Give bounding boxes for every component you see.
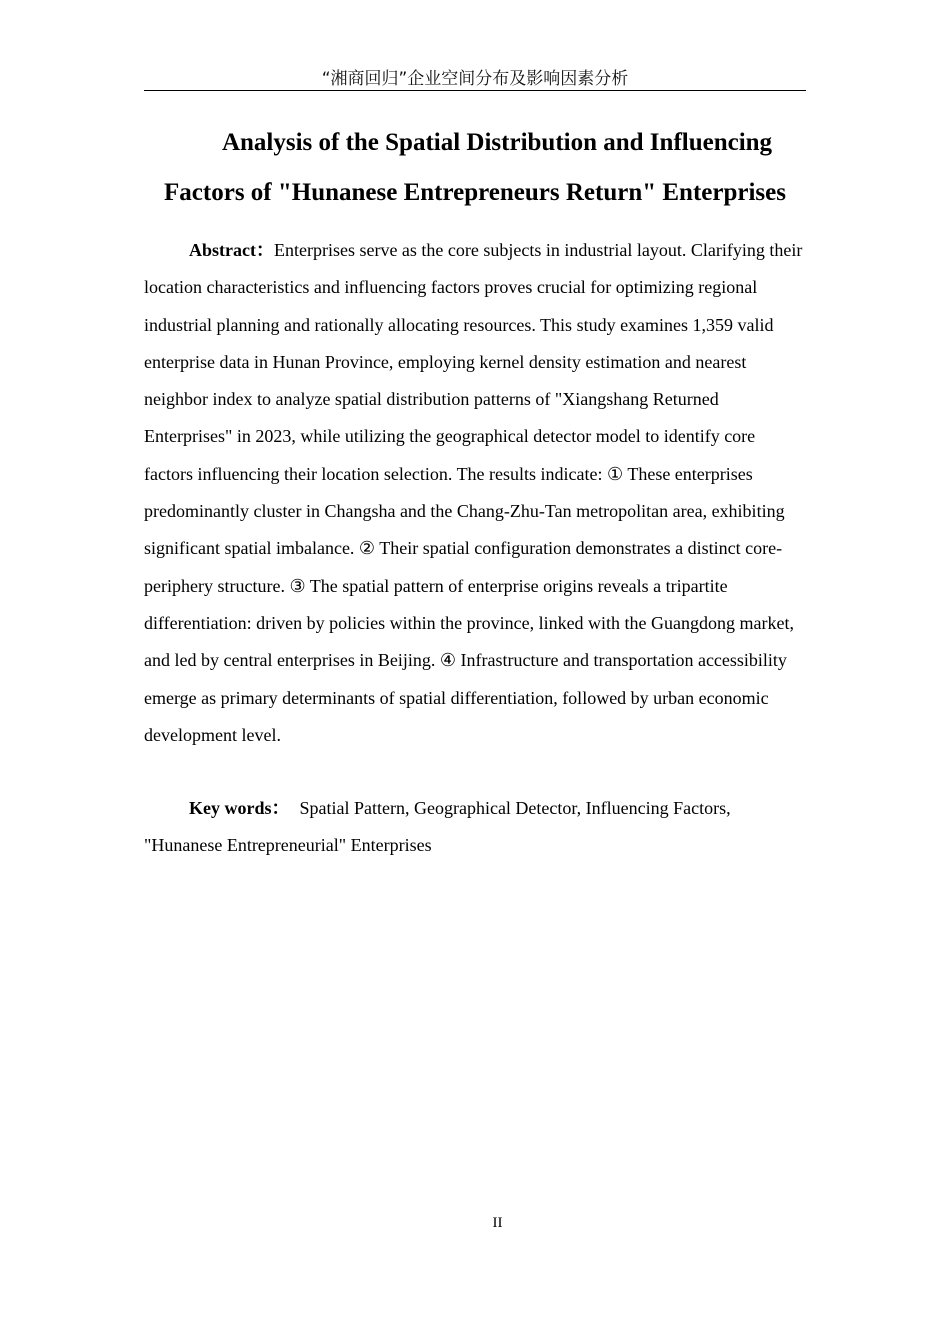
paper-title-line-2: Factors of "Hunanese Entrepreneurs Return" Enterprises (164, 179, 786, 206)
keywords-separator: ： (271, 798, 290, 818)
keywords-text: Spatial Pattern, Geographical Detector, Influencing Factors, "Hunanese Entrepreneurial" Enterprises (144, 798, 731, 856)
keywords-label: Key words (189, 798, 272, 818)
keywords-paragraph (144, 790, 806, 865)
paper-title-line-1: Analysis of the Spatial Distribution and Influencing (221, 129, 773, 156)
page-number: II (492, 1215, 503, 1231)
paper-title (144, 118, 806, 218)
running-header: “湘商回归”企业空间分布及影响因素分析 (144, 68, 806, 91)
abstract-text: Enterprises serve as the core subjects in industrial layout. Clarifying their location characteristics and influencing factors proves crucial for optimizing regional industrial planning and rationally allocating resources. This study examines 1,359 valid enterprise data in Hunan Province, employing kernel density estimation and nearest neighbor index to analyze spatial distribution patterns of "Xiangshang Returned Enterprises" in 2023, while utilizing the geographical detector model to identify core factors influencing their location selection. The results indicate: ① These enterprises predominantly cluster in Changsha and the Chang-Zhu-Tan metropolitan area, exhibiting significant spatial imbalance. ② Their spatial configuration demonstrates a distinct core-periphery structure. ③ The spatial pattern of enterprise origins reveals a tripartite differentiation: driven by policies within the province, linked with the Guangdong market, and led by central enterprises in Beijing. ④ Infrastructure and transportation accessibility emerge as primary determinants of spatial differentiation, followed by urban economic development level. (144, 240, 803, 745)
abstract-paragraph (144, 232, 806, 754)
abstract-label: Abstract： (189, 240, 274, 260)
